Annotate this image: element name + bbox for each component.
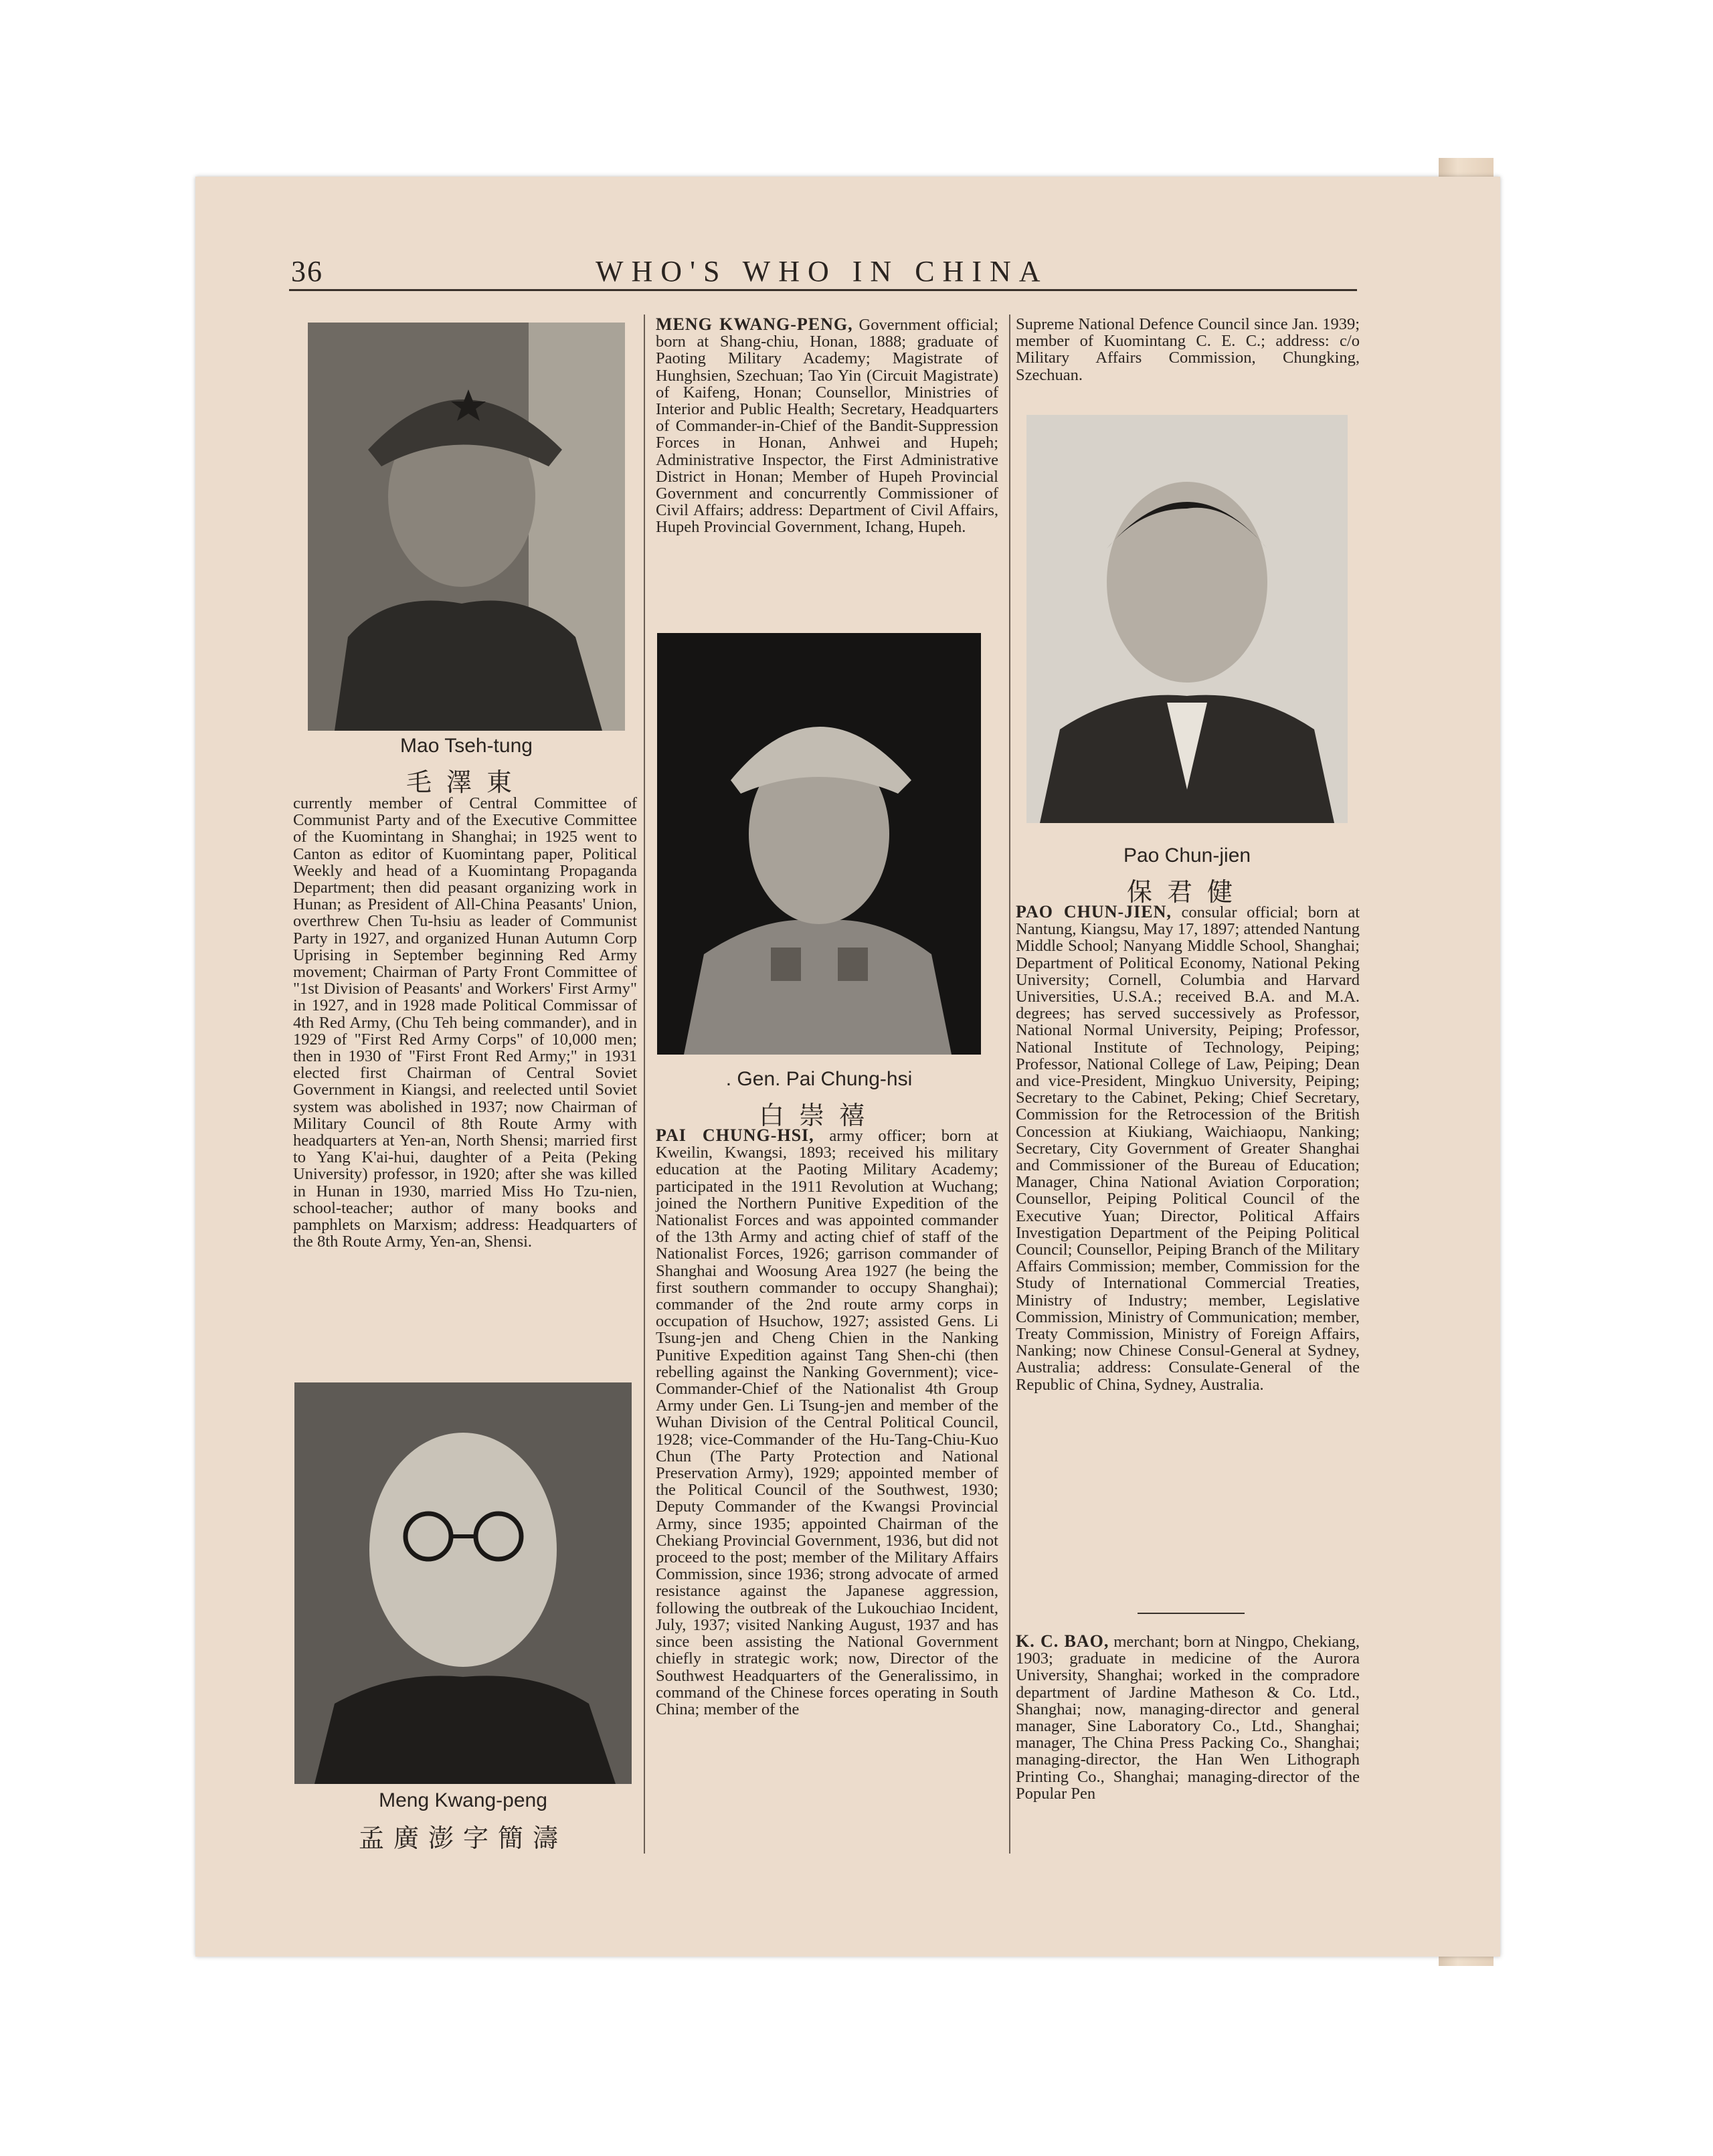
name-pao: PAO CHUN-JIEN, (1016, 902, 1172, 921)
running-title: WHO'S WHO IN CHINA (596, 255, 1049, 288)
page-number: 36 (291, 255, 323, 288)
column-divider-2 (1009, 315, 1010, 1854)
portrait-mao (308, 323, 625, 731)
entry-separator (1138, 1613, 1245, 1614)
bio-bao (1016, 1633, 1360, 1802)
chinese-meng: 孟廣澎字簡濤 (358, 1823, 567, 1853)
caption-pai: . Gen. Pai Chung-hsi (725, 1068, 913, 1090)
bio-pao (1016, 903, 1360, 1393)
name-meng: MENG KWANG-PENG, (656, 315, 853, 334)
bio-pai-continued: Supreme National Defence Council since Jan. 1939; member of Kuomintang C. E. C.; address: c/o Military Affairs Commission, Chungking, Szechuan. (1016, 315, 1360, 384)
chinese-mao: 毛澤東 (405, 768, 527, 797)
bio-pai-text: army officer; born at Kweilin, Kwangsi, 1893; received his military education at the Paoting Military Academy; participated in the 1911 Revolution at Wuchang; joined the Northern Punitive Expedition of the Nationalist Forces and was appointed commander of the 13th Army and acting chief of staff of the Nationalist Forces, 1926; garrison commander of Shanghai and Woosung Area 1927 (he being the first southern commander to occupy Shanghai); commander of the 2nd route army corps in occupation of Hsuchow, 1927; assisted Gens. Li Tsung-jen and Cheng Chien in the Nanking Punitive Expedition against Tang Shen-chi (then rebelling against the Nanking Government); vice-Commander-Chief of the Nationalist 4th Group Army under Gen. Li Tsung-jen and member of the Wuhan Division of the Central Political Council, 1928; vice-Commander of the Hu-Tang-Chiu-Kuo Chun (The Party Protection and National Preservation Army), 1929; appointed member of the Political Council of the Southwest, 1930; Deputy Commander of the Kwangsi Provincial Army, since 1935; appointed Chairman of the Chekiang Provincial Government, 1936, but did not proceed to the post; member of the Military Affairs Commission, since 1936; strong advocate of armed resistance against the Japanese aggression, following the outbreak of the Lukouchiao Incident, July, 1937; visited Nanking August, 1937 and has since been assisting the National Government chiefly in strategic work; now, Director of the Southwest Headquarters of the Generalissimo, in command of the Chinese forces operating in South China; member of the (656, 1127, 999, 1718)
caption-pao: Pao Chun-jien (1123, 844, 1251, 867)
name-pai: PAI CHUNG-HSI, (656, 1126, 814, 1145)
chinese-pai: 白崇禧 (758, 1101, 879, 1130)
chinese-pao: 保君健 (1126, 877, 1247, 907)
caption-meng: Meng Kwang-peng (379, 1789, 547, 1811)
bio-bao-text: merchant; born at Ningpo, Chekiang, 1903; graduate in medicine of the Aurora University, Shanghai; worked in the compradore department of Jardine Matheson & Co. Ltd., Shanghai; now, managing-director and general manager, Sine Laboratory Co., Ltd., Shanghai; manager, The China Press Packing Co., Shanghai; managing-director, the Han Wen Lithograph Printing Co., Shanghai; managing-director of the Popular Pen (1016, 1633, 1360, 1803)
bio-meng (656, 316, 998, 536)
name-bao: K. C. BAO, (1016, 1631, 1109, 1651)
portrait-meng (294, 1382, 632, 1784)
header-rule (289, 289, 1357, 291)
bio-meng-text: Government official; born at Shang-chiu, Honan, 1888; graduate of Paoting Military Academy; Magistrate of Hunghsien, Szechuan; Tao Yin (Circuit Magistrate) of Kaifeng, Honan; Counsellor, Ministries of Interior and Public Health; Secretary, Headquarters of Commander-in-Chief of the Bandit-Suppression Forces in Honan, Anhwei and Hupeh; Administrative Inspector, the First Administrative District in Honan; Member of Hupeh Provincial Government and concurrently Commissioner of Civil Affairs; address: Department of Civil Affairs, Hupeh Provincial Government, Ichang, Hupeh. (656, 316, 998, 537)
bio-mao: currently member of Central Committee of Communist Party and of the Executive Committee of the Kuomintang in Shanghai; in 1925 went to Canton as editor of Kuomintang paper, Political Weekly and head of a Kuomintang Propaganda Department; then did peasant organizing work in Hunan; as President of All-China Peasants' Union, overthrew Chen Tu-hsiu as leader of Communist Party in 1927, and organized Hunan Autumn Corp Uprising in September beginning Red Army movement; Chairman of Party Front Committee of "1st Division of Peasants' and Workers' First Army" in 1927, and in 1928 made Political Commissar of 4th Red Army, (Chu Teh being commander), and in 1929 of "First Red Army Corps" of 10,000 men; then in 1930 of "First Front Red Army;" in 1931 elected first Chairman of Central Soviet Government in Kiangsi, and reelected until Soviet system was abolished in 1937; now Chairman of Military Council of 8th Route Army with headquarters at Yen-an, North Shensi; married first to Yang K'ai-hui, daughter of a Peita (Peking University) professor, in 1920; after she was killed in Hunan in 1930, married Miss Ho Tzu-nien, school-teacher; author of many books and pamphlets on Marxism; address: Headquarters of the 8th Route Army, Yen-an, Shensi. (293, 794, 637, 1251)
bio-pai (656, 1127, 998, 1718)
portrait-pai (657, 633, 981, 1055)
portrait-pao (1026, 415, 1348, 823)
column-divider-1 (644, 315, 645, 1854)
bio-pao-text: consular official; born at Nantung, Kiangsu, May 17, 1897; attended Nantung Middle School; Nanyang Middle School, Shanghai; Department of Political Economy, National Peking University; Cornell, Columbia and Harvard Universities, U.S.A.; received B.A. and M.A. degrees; has served successively as Professor, National Normal University, Peiping; Professor, National Institute of Technology, Peiping; Professor, National College of Law, Peiping; Dean and vice-President, Mingkuo University, Peiping; Secretary to the Cabinet, Peking; Chief Secretary, Commission for the Retrocession of the British Concession at Kiukiang, Waichiaopu, Nanking; Secretary, City Government of Greater Shanghai and Commissioner of the Bureau of Education; Manager, China National Aviation Corporation; Counsellor, Peiping Political Council of the Executive Yuan; Director, Political Affairs Investigation Department of the Peiping Political Council; Counsellor, Peiping Branch of the Military Affairs Commission; member, Commission for the Study of International Commercial Treaties, Ministry of Industry; member, Legislative Commission, Ministry of Communication; member, Treaty Commission, Ministry of Foreign Affairs, Nanking; now Chinese Consul-General at Sydney, Australia; address: Consulate-General of the Republic of China, Sydney, Australia. (1016, 903, 1360, 1394)
caption-mao: Mao Tseh-tung (400, 735, 533, 757)
